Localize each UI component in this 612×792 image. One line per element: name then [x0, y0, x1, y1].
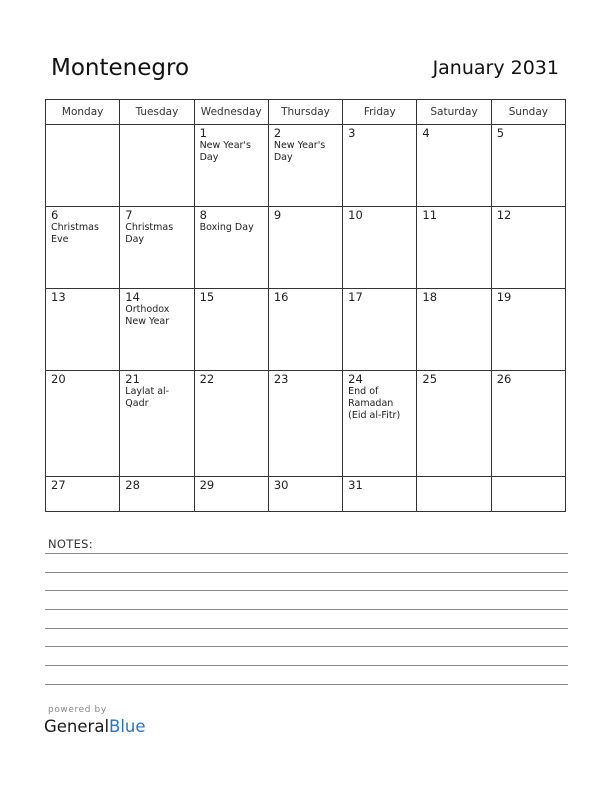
day-cell	[268, 289, 342, 371]
day-cell	[491, 207, 565, 289]
day-cell	[268, 207, 342, 289]
day-number: 31	[348, 477, 363, 492]
week-row	[46, 125, 566, 207]
notes-label: NOTES:	[48, 537, 93, 551]
holiday-label: Christmas Eve	[51, 222, 99, 246]
day-cell	[268, 125, 342, 207]
day-cell	[46, 207, 120, 289]
generalblue-logo	[44, 717, 146, 736]
day-cell	[120, 289, 194, 371]
day-cell	[120, 476, 194, 511]
day-cell	[417, 125, 491, 207]
day-number: 25	[422, 372, 438, 387]
holiday-label: New Year's Day	[199, 140, 251, 163]
day-number: 8	[199, 208, 207, 223]
day-cell	[343, 207, 417, 289]
day-number: 15	[199, 290, 215, 305]
weekday-header-row	[46, 100, 566, 125]
day-cell	[343, 371, 417, 477]
day-number: 6	[51, 208, 59, 223]
day-number: 28	[125, 477, 140, 492]
notes-line	[45, 684, 568, 685]
weekday-header: Thursday	[268, 100, 342, 125]
day-number: 5	[496, 126, 505, 140]
weekday-header: Friday	[343, 100, 417, 125]
holiday-label: Orthodox New Year	[125, 304, 170, 328]
weekday-header: Saturday	[417, 100, 491, 125]
day-cell	[343, 125, 417, 207]
day-cell	[194, 476, 268, 511]
day-cell	[417, 371, 491, 477]
notes-line	[45, 665, 568, 666]
calendar-month-title: January 2031	[432, 57, 559, 79]
week-row	[46, 289, 566, 371]
notes-line	[45, 553, 568, 554]
notes-line	[45, 609, 568, 610]
notes-line	[45, 628, 568, 629]
notes-line	[45, 590, 568, 591]
calendar-grid	[45, 99, 566, 512]
logo-blue-text: Blue	[109, 717, 146, 736]
day-number: 23	[273, 372, 289, 387]
day-number: 3	[348, 126, 356, 140]
holiday-label: Laylat al-Qadr	[125, 386, 170, 410]
weekday-header: Monday	[46, 100, 120, 125]
holiday-label: Boxing Day	[199, 222, 254, 234]
day-number: 19	[496, 290, 512, 305]
day-cell	[343, 476, 417, 511]
day-cell	[268, 371, 342, 477]
day-cell	[343, 289, 417, 371]
day-number: 13	[51, 290, 66, 305]
day-cell	[417, 207, 491, 289]
calendar-country-title: Montenegro	[51, 55, 190, 81]
holiday-label: Christmas Day	[125, 222, 174, 246]
day-cell	[194, 207, 268, 289]
day-number: 22	[199, 372, 215, 387]
day-cell	[194, 371, 268, 477]
day-cell	[46, 371, 120, 477]
day-cell	[491, 289, 565, 371]
weekday-header: Sunday	[491, 100, 565, 125]
day-cell	[491, 371, 565, 477]
week-row	[46, 207, 566, 289]
notes-line	[45, 646, 568, 647]
weekday-header: Tuesday	[120, 100, 194, 125]
day-cell	[194, 289, 268, 371]
day-cell	[268, 476, 342, 511]
day-number: 12	[496, 208, 512, 223]
day-number: 21	[125, 372, 140, 387]
day-number: 29	[199, 477, 215, 492]
empty-day-cell	[417, 476, 491, 511]
holiday-label: New Year's Day	[273, 140, 326, 163]
day-cell	[417, 289, 491, 371]
holiday-label: End of Ramadan (Eid al-Fitr)	[348, 386, 401, 422]
day-number: 30	[273, 477, 289, 492]
notes-line	[45, 572, 568, 573]
day-number: 17	[348, 290, 363, 305]
day-number: 1	[199, 126, 207, 140]
logo-general-text: General	[44, 717, 110, 736]
day-number: 18	[422, 290, 438, 305]
week-row	[46, 476, 566, 511]
day-number: 27	[51, 477, 66, 492]
day-number: 20	[51, 372, 66, 387]
day-number: 14	[125, 290, 140, 305]
day-cell	[194, 125, 268, 207]
day-number: 4	[422, 126, 430, 140]
day-cell	[491, 125, 565, 207]
empty-day-cell	[491, 476, 565, 511]
day-cell	[120, 207, 194, 289]
powered-by-text: powered by	[48, 705, 107, 715]
empty-day-cell	[46, 125, 120, 207]
week-row	[46, 371, 566, 477]
day-number: 10	[348, 208, 363, 223]
day-number: 7	[125, 208, 133, 223]
day-cell	[46, 476, 120, 511]
day-number: 11	[422, 208, 438, 223]
day-number: 16	[273, 290, 289, 305]
day-cell	[120, 371, 194, 477]
empty-day-cell	[120, 125, 194, 207]
weekday-header: Wednesday	[194, 100, 268, 125]
day-number: 9	[273, 208, 282, 223]
day-number: 2	[273, 126, 282, 140]
day-number: 24	[348, 372, 363, 387]
day-cell	[46, 289, 120, 371]
day-number: 26	[496, 372, 512, 387]
